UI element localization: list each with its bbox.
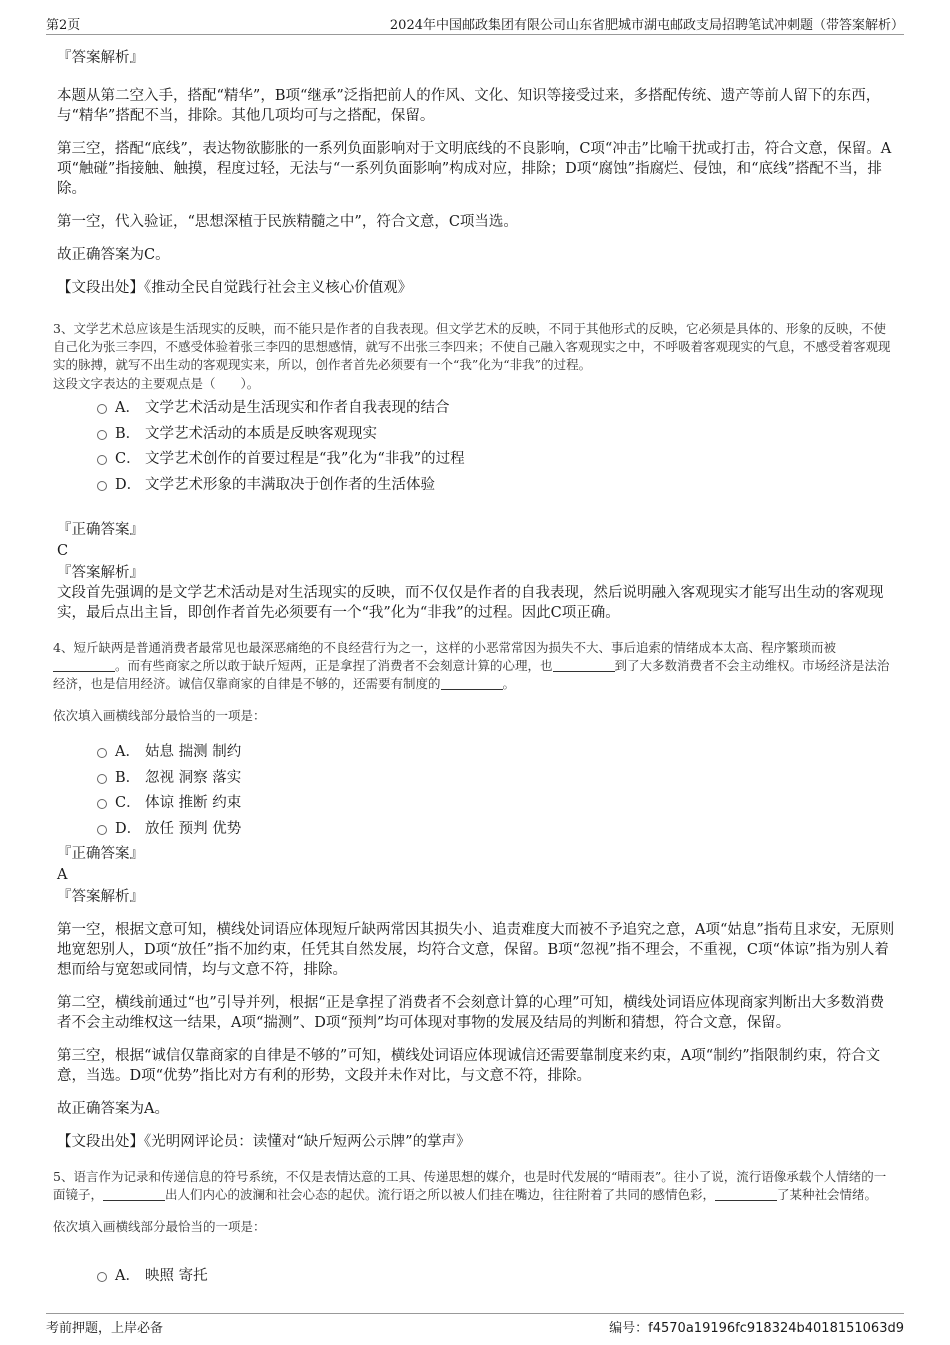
q4-stem: [53, 639, 897, 693]
fill-blank: [103, 1187, 165, 1201]
document-body: [53, 44, 897, 1292]
q5-options: [57, 1266, 897, 1292]
option-text: 姑息 揣测 制约: [145, 744, 242, 760]
q3-answer: C: [57, 543, 69, 559]
option-text: 放任 预判 优势: [145, 820, 242, 837]
radio-icon[interactable]: [97, 404, 107, 414]
q2-analysis-p2: 第三空，搭配“底线”，表达物欲膨胀的一系列负面影响对于文明底线的不良影响，C项“冲击”比喻干扰或打击，符合文意，保留。A项“触碰”指接触、触摸，程度过轻，无法与“一系列负面影响”构成对应，排除；D项“腐蚀”指腐烂、侵蚀，和“底线”搭配不当，排除。: [57, 141, 892, 197]
radio-icon[interactable]: [97, 748, 107, 758]
q4-stem-part: 4、短斤缺两是普通消费者最常见也最深恶痛绝的不良经营行为之一，这样的小恶常常因为损失不大、事后追索的情绪成本太高、程序繁琐而被: [53, 640, 836, 655]
q4-source: 【文段出处】《光明网评论员：读懂对“缺斤短两公示牌”的掌声》: [57, 1134, 471, 1150]
q4-answer-title: 『正确答案』: [57, 846, 144, 862]
q3-answer-title: 『正确答案』: [57, 522, 144, 538]
q2-analysis-title: 『答案解析』: [57, 50, 144, 66]
page-number: 第2页: [46, 18, 81, 33]
option-letter: B．: [115, 425, 141, 442]
radio-icon[interactable]: [97, 430, 107, 440]
option-text: 文学艺术活动的本质是反映客观现实: [145, 425, 377, 442]
radio-icon[interactable]: [97, 1272, 107, 1282]
q3-analysis: 文段首先强调的是文学艺术活动是对生活现实的反映，而不仅仅是作者的自我表现，然后说明融入客观现实才能写出生动的客观现实，最后点出主旨，即创作者首先必须要有一个“我”化为“非我”的过程。因此C项正确。: [57, 585, 884, 621]
q3-options: [57, 398, 897, 500]
q3-analysis-title: 『答案解析』: [57, 565, 144, 581]
q5-option-a[interactable]: [57, 1266, 897, 1292]
q5-stem-part: 了某种社会情绪。: [777, 1187, 878, 1202]
q4-analysis-title: 『答案解析』: [57, 889, 144, 905]
q3-option-b[interactable]: [57, 424, 897, 450]
fill-blank: [441, 676, 503, 690]
q4-option-b[interactable]: [57, 768, 897, 794]
radio-icon[interactable]: [97, 799, 107, 809]
q4-analysis-p4: 故正确答案为A。: [57, 1101, 169, 1117]
q4-option-d[interactable]: [57, 819, 897, 845]
fill-blank: [53, 658, 115, 672]
option-letter: A．: [115, 1268, 140, 1284]
radio-icon[interactable]: [97, 825, 107, 835]
option-text: 映照 寄托: [145, 1268, 208, 1284]
q2-analysis-p4: 故正确答案为C。: [57, 247, 170, 263]
q3-option-a[interactable]: [57, 398, 897, 424]
code-label: 编号：: [609, 1321, 649, 1336]
q3-prompt: 这段文字表达的主要观点是（ ）。: [53, 376, 260, 391]
document-code: [609, 1317, 904, 1336]
q4-options: [57, 742, 897, 844]
q5-stem-part: 5、语言作为记录和传递信息的符号系统，不仅是表情达意的工具、传递思想的媒介，也是时代发展的“晴雨表”。往小了说，流行语像承载个人情绪的一面镜子，: [53, 1169, 887, 1202]
q4-analysis-p3: 第三空，根据“诚信仅靠商家的自律是不够的”可知，横线处词语应体现诚信还需要靠制度来约束，A项“制约”指限制约束，符合文意，当选。D项“优势”指比对方有利的形势，文段并未作对比，与文意不符，排除。: [57, 1048, 881, 1084]
q2-analysis-p1: 本题从第二空入手，搭配“精华”，B项“继承”泛指把前人的作风、文化、知识等接受过来，多搭配传统、遗产等前人留下的东西，与“精华”搭配不当，排除。其他几项均可与之搭配，保留。: [57, 88, 881, 124]
q4-analysis-p1: 第一空，根据文意可知，横线处词语应体现短斤缺两常因其损失小、追责难度大而被不予追究之意，A项“姑息”指苟且求安，无原则地宽恕别人，D项“放任”指不加约束，任凭其自然发展，均符合文意，保留。B项“忽视”指不理会，不重视，C项“体谅”指为别人着想而给与宽恕或同情，均与文意不符，排除。: [57, 922, 895, 978]
q5-stem: [53, 1168, 897, 1204]
option-text: 体谅 推断 约束: [145, 795, 242, 811]
q4-stem-part: 。: [502, 676, 516, 691]
q4-answer: A: [57, 867, 68, 883]
q4-prompt: 依次填入画横线部分最恰当的一项是：: [53, 708, 266, 723]
q5-prompt: 依次填入画横线部分最恰当的一项是：: [53, 1219, 266, 1234]
q4-stem-part: 到了大多数消费者不会主动维权。市场经济是法治经济，也是信用经济。诚信仅靠商家的自律是不够的，还需要有制度的: [53, 658, 890, 691]
option-letter: A．: [115, 400, 140, 416]
option-letter: D．: [115, 476, 142, 493]
q2-analysis-p3: 第一空，代入验证，“思想深植于民族精髓之中”，符合文意，C项当选。: [57, 214, 518, 230]
q3-stem: 3、文学艺术总应该是生活现实的反映，而不能只是作者的自我表现。但文学艺术的反映，不同于其他形式的反映，它必须是具体的、形象的反映，不使自己化为张三李四，不感受体验着张三李四的思想感情，就写不出张三李四来；不使自己融入客观现实之中，不呼吸着客观现实的气息，不感受着客观现实的脉搏，就写不出生动的客观现实来，所以，创作者首先必须要有一个“我”化为“非我”的过程。: [53, 321, 891, 372]
q3-option-d[interactable]: [57, 475, 897, 501]
option-text: 忽视 洞察 落实: [145, 769, 242, 786]
code-value: f4570a19196fc918324b4018151063d9: [648, 1321, 904, 1336]
document-title: 2024年中国邮政集团有限公司山东省肥城市湖屯邮政支局招聘笔试冲刺题（带答案解析）: [389, 18, 904, 33]
option-letter: D．: [115, 820, 142, 837]
page-header: [46, 14, 904, 35]
option-letter: A．: [115, 744, 140, 760]
fill-blank: [715, 1187, 777, 1201]
footer-slogan: 考前押题，上岸必备: [46, 1321, 164, 1336]
page-footer: [46, 1313, 904, 1336]
q4-option-c[interactable]: [57, 793, 897, 819]
q5-stem-part: 出人们内心的波澜和社会心态的起伏。流行语之所以被人们挂在嘴边，往往附着了共同的感情色彩，: [165, 1187, 716, 1202]
option-text: 文学艺术活动是生活现实和作者自我表现的结合: [145, 400, 450, 416]
option-letter: B．: [115, 769, 141, 786]
option-text: 文学艺术创作的首要过程是“我”化为“非我”的过程: [145, 451, 465, 467]
option-text: 文学艺术形象的丰满取决于创作者的生活体验: [145, 476, 435, 493]
q2-source: 【文段出处】《推动全民自觉践行社会主义核心价值观》: [57, 280, 413, 296]
q4-analysis-p2: 第二空，横线前通过“也”引导并列，根据“正是拿捏了消费者不会刻意计算的心理”可知，横线处词语应体现商家判断出大多数消费者不会主动维权这一结果，A项“揣测”、D项“预判”均可体现对事物的发展及结局的判断和猜想，符合文意，保留。: [57, 995, 885, 1031]
radio-icon[interactable]: [97, 455, 107, 465]
fill-blank: [553, 658, 615, 672]
radio-icon[interactable]: [97, 774, 107, 784]
option-letter: C．: [115, 451, 141, 467]
q4-stem-part: 。而有些商家之所以敢于缺斤短两，正是拿捏了消费者不会刻意计算的心理，也: [115, 658, 553, 673]
option-letter: C．: [115, 795, 141, 811]
q3-option-c[interactable]: [57, 449, 897, 475]
q4-option-a[interactable]: [57, 742, 897, 768]
radio-icon[interactable]: [97, 481, 107, 491]
